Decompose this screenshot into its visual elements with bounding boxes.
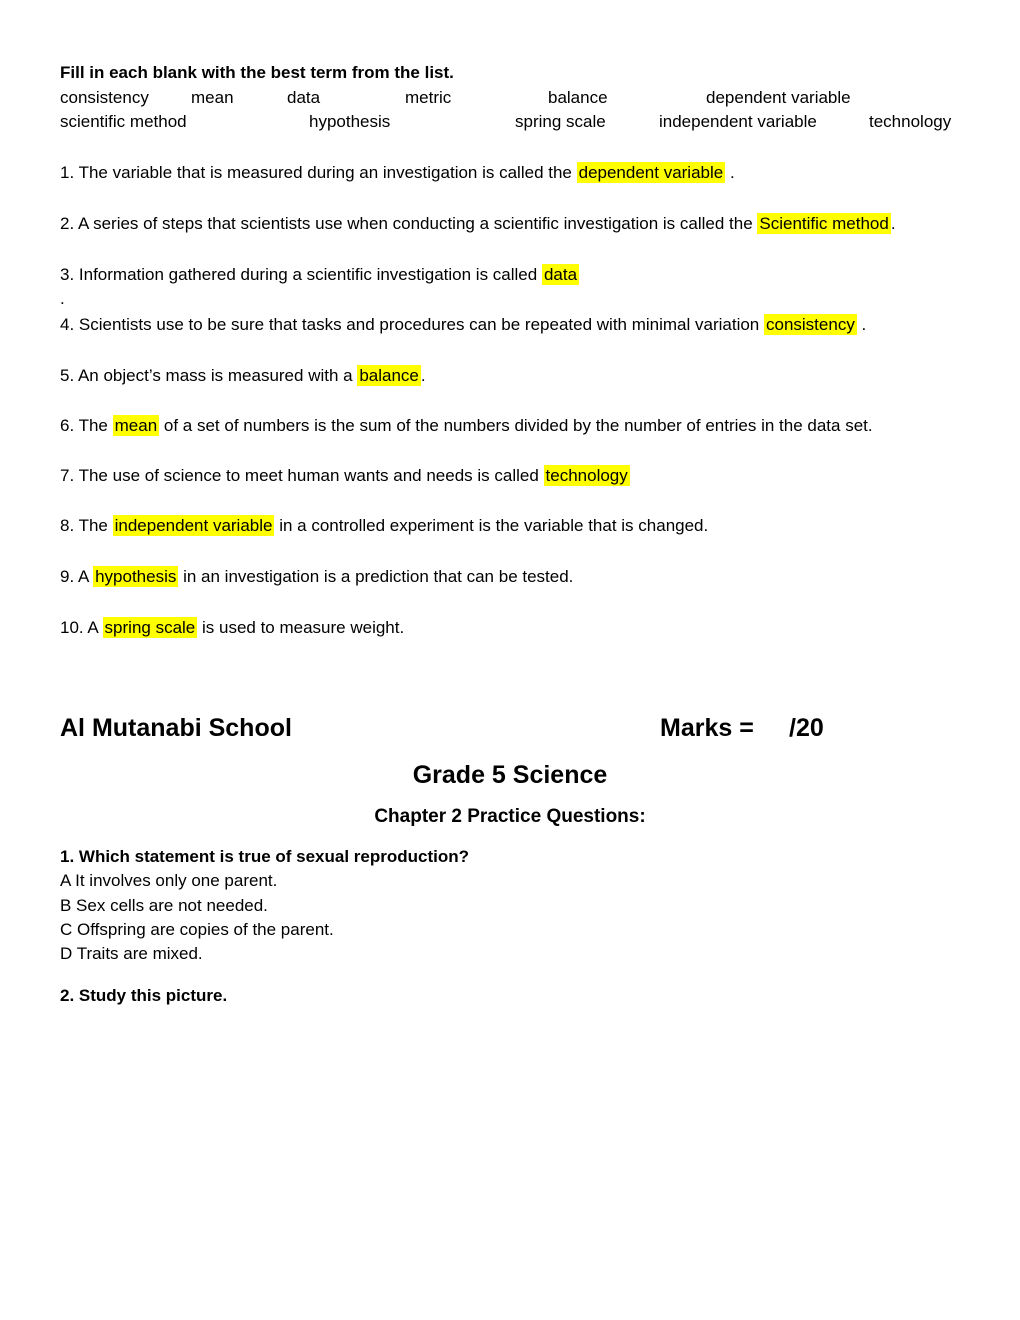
question-5: 5. An object’s mass is measured with a balance . <box>60 366 426 385</box>
word-bank-term: consistency <box>60 88 149 107</box>
answer-highlight: dependent variable <box>578 163 724 182</box>
stray-dot: . <box>60 289 65 308</box>
question-2: 2. A series of steps that scientists use when conducting a scientific investigation is called the Scientific method . <box>60 214 896 233</box>
question-8: 8. The independent variable in a controlled experiment is the variable that is changed. <box>60 516 709 535</box>
question-3: 3. Information gathered during a scientific investigation is called data <box>60 265 578 284</box>
answer-highlight: balance <box>359 366 419 385</box>
question-9: 9. A hypothesis in an investigation is a prediction that can be tested. <box>60 567 574 586</box>
mc-option-b: B Sex cells are not needed. <box>60 896 268 915</box>
instruction-text: Fill in each blank with the best term from the list. <box>60 63 454 82</box>
word-bank-term: dependent variable <box>706 88 851 107</box>
mc-option-d: D Traits are mixed. <box>60 944 203 963</box>
mc-option-c: C Offspring are copies of the parent. <box>60 920 334 939</box>
word-bank-term: balance <box>548 88 608 107</box>
word-bank-term: scientific method <box>60 112 187 131</box>
marks-total: /20 <box>789 714 824 742</box>
word-bank-term: mean <box>191 88 234 107</box>
question-4: 4. Scientists use to be sure that tasks and procedures can be repeated with minimal variation consistency . <box>60 315 867 334</box>
question-7: 7. The use of science to meet human wants and needs is called technology <box>60 466 628 485</box>
word-bank-term: spring scale <box>515 112 606 131</box>
answer-highlight: mean <box>114 416 158 435</box>
word-bank-term: data <box>287 88 321 107</box>
answer-highlight: Scientific method <box>759 214 889 233</box>
answer-highlight: consistency <box>766 315 855 334</box>
question-6: 6. The mean of a set of numbers is the sum of the numbers divided by the number of entries in the data set. <box>60 416 873 435</box>
word-bank-term: metric <box>405 88 452 107</box>
answer-highlight: independent variable <box>114 516 273 535</box>
word-bank-term: technology <box>869 112 952 131</box>
school-name: Al Mutanabi School <box>60 714 292 742</box>
mc-option-a: A It involves only one parent. <box>60 871 278 890</box>
marks-label: Marks = <box>660 714 754 742</box>
word-bank-term: hypothesis <box>309 112 391 131</box>
exam-subtitle: Chapter 2 Practice Questions: <box>374 806 646 827</box>
word-bank-term: independent variable <box>659 112 817 131</box>
question-1: 1. The variable that is measured during an investigation is called the dependent variable . <box>60 163 735 182</box>
answer-highlight: spring scale <box>104 618 196 637</box>
answer-highlight: hypothesis <box>95 567 177 586</box>
answer-highlight: data <box>543 265 578 284</box>
question-10: 10. A spring scale is used to measure weight. <box>60 618 405 637</box>
exam-title: Grade 5 Science <box>412 761 608 789</box>
mc-question-1-prompt: 1. Which statement is true of sexual reproduction? <box>60 847 470 866</box>
mc-question-2-prompt: 2. Study this picture. <box>60 986 228 1005</box>
answer-highlight: technology <box>545 466 628 485</box>
